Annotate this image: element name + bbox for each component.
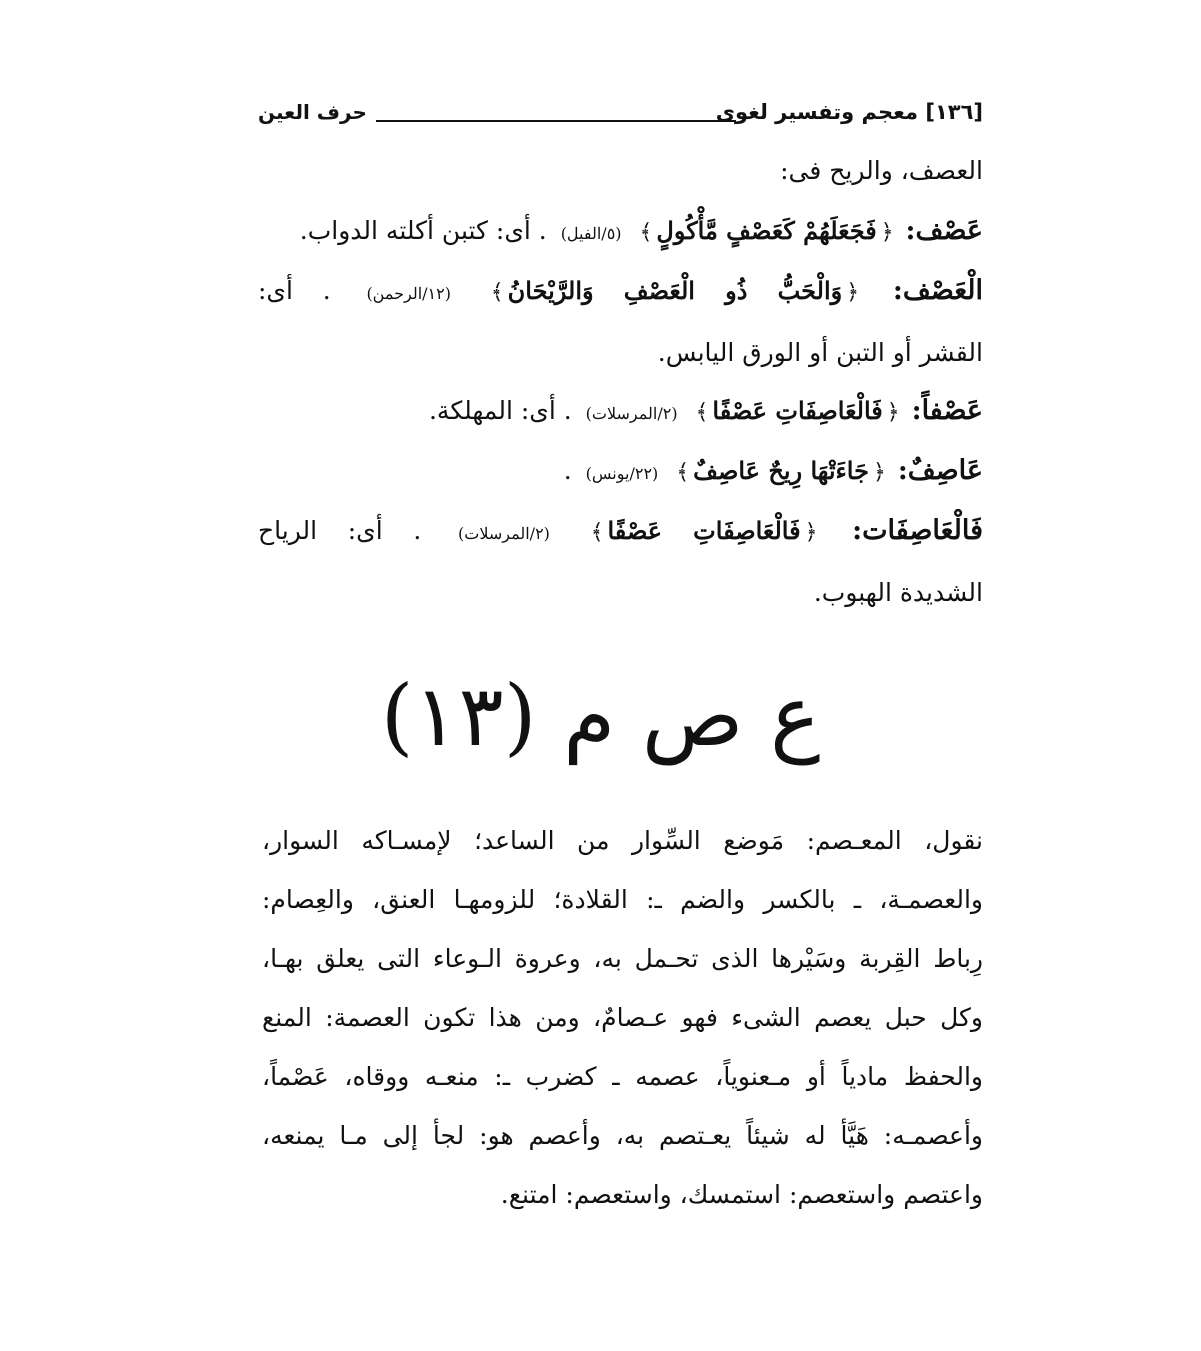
page-number: [١٣٦] <box>925 100 983 124</box>
verse-reference: (١٢/الرحمن) <box>366 284 451 303</box>
ornament-close: ﴾ <box>639 220 653 245</box>
quran-verse: جَاءَتْهَا رِيحٌ عَاصِفٌ <box>693 456 869 485</box>
entry-line <box>258 513 983 552</box>
body-line: رِباط القِربة وسَيْرها الذى تحـمل به، وعروة الـوعاء التى يعلق بهـا، <box>262 944 983 973</box>
ornament-open: ﴿ <box>880 220 894 245</box>
body-line: نقول، المعـصم: مَوضع السِّوار من الساعد؛ لإمسـاكه السوار، <box>262 826 983 855</box>
entry-line <box>429 393 983 432</box>
ornament-open: ﴿ <box>804 520 818 545</box>
intro-line: العصف، والريح فى: <box>780 156 983 185</box>
verse-reference: (٥/الفيل) <box>560 224 622 243</box>
section-title: حرف العين <box>258 100 367 124</box>
ornament-close: ﴾ <box>590 520 604 545</box>
ornament-open: ﴿ <box>886 400 900 425</box>
meaning-text: . أى: <box>258 276 331 305</box>
meaning-text: . أى: المهلكة. <box>428 396 572 425</box>
book-title: معجم وتفسير لغوى <box>715 100 919 124</box>
ornament-close: ﴾ <box>695 400 709 425</box>
header-rule <box>376 120 736 122</box>
meaning-text: . <box>563 456 572 485</box>
headword: عَصْفاً: <box>911 395 983 426</box>
verse-reference: (٢/المرسلات) <box>585 404 678 423</box>
quran-verse: فَالْعَاصِفَاتِ عَصْفًا <box>607 516 801 545</box>
body-line: والعصمـة، ـ بالكسر والضم ـ: القلادة؛ للزومهـا العنق، والعِصام: <box>262 885 983 914</box>
entry-title: ع ص م (١٣) <box>380 667 821 765</box>
entry-line <box>258 273 983 312</box>
headword: عَصْف: <box>905 215 983 246</box>
running-header <box>258 100 983 132</box>
book-header <box>716 100 983 124</box>
body-line: واعتصم واستعصم: استمسك، واستعصم: امتنع. <box>500 1180 983 1209</box>
ornament-open: ﴿ <box>872 460 886 485</box>
entry-line <box>564 453 983 492</box>
ornament-open: ﴿ <box>846 280 860 305</box>
ornament-close: ﴾ <box>490 280 504 305</box>
meaning-continuation: الشديدة الهبوب. <box>813 578 983 607</box>
body-line: وأعصمـه: هَيَّأ له شيئاً يعـتصم به، وأعصم هو: لجأ إلى مـا يمنعه، <box>262 1121 983 1150</box>
quran-verse: فَجَعَلَهُمْ كَعَصْفٍ مَّأْكُولٍ <box>656 216 877 245</box>
body-line: وكل حبل يعصم الشىء فهو عـصامٌ، ومن هذا تكون العصمة: المنع <box>262 1003 983 1032</box>
headword: الْعَصْف: <box>892 275 984 306</box>
quran-verse: وَالْحَبُّ ذُو الْعَصْفِ وَالرَّيْحَانُ <box>507 276 843 305</box>
ornament-close: ﴾ <box>676 460 690 485</box>
meaning-text: . أى: كتبن أكلته الدواب. <box>299 216 547 245</box>
body-line: والحفظ مادياً أو مـعنوياً، عصمه ـ كضرب ـ: منعـه ووقاه، عَصْماً، <box>262 1062 983 1091</box>
entry-line <box>300 213 983 252</box>
meaning-continuation: القشر أو التبن أو الورق اليابس. <box>657 338 983 367</box>
quran-verse: فَالْعَاصِفَاتِ عَصْفًا <box>712 396 883 425</box>
headword: عَاصِفٌ: <box>897 455 983 486</box>
headword: فَالْعَاصِفَات: <box>852 515 983 546</box>
verse-reference: (٢٢/يونس) <box>585 464 659 483</box>
meaning-text: . أى: الرياح <box>258 516 422 545</box>
verse-reference: (٢/المرسلات) <box>458 524 550 543</box>
